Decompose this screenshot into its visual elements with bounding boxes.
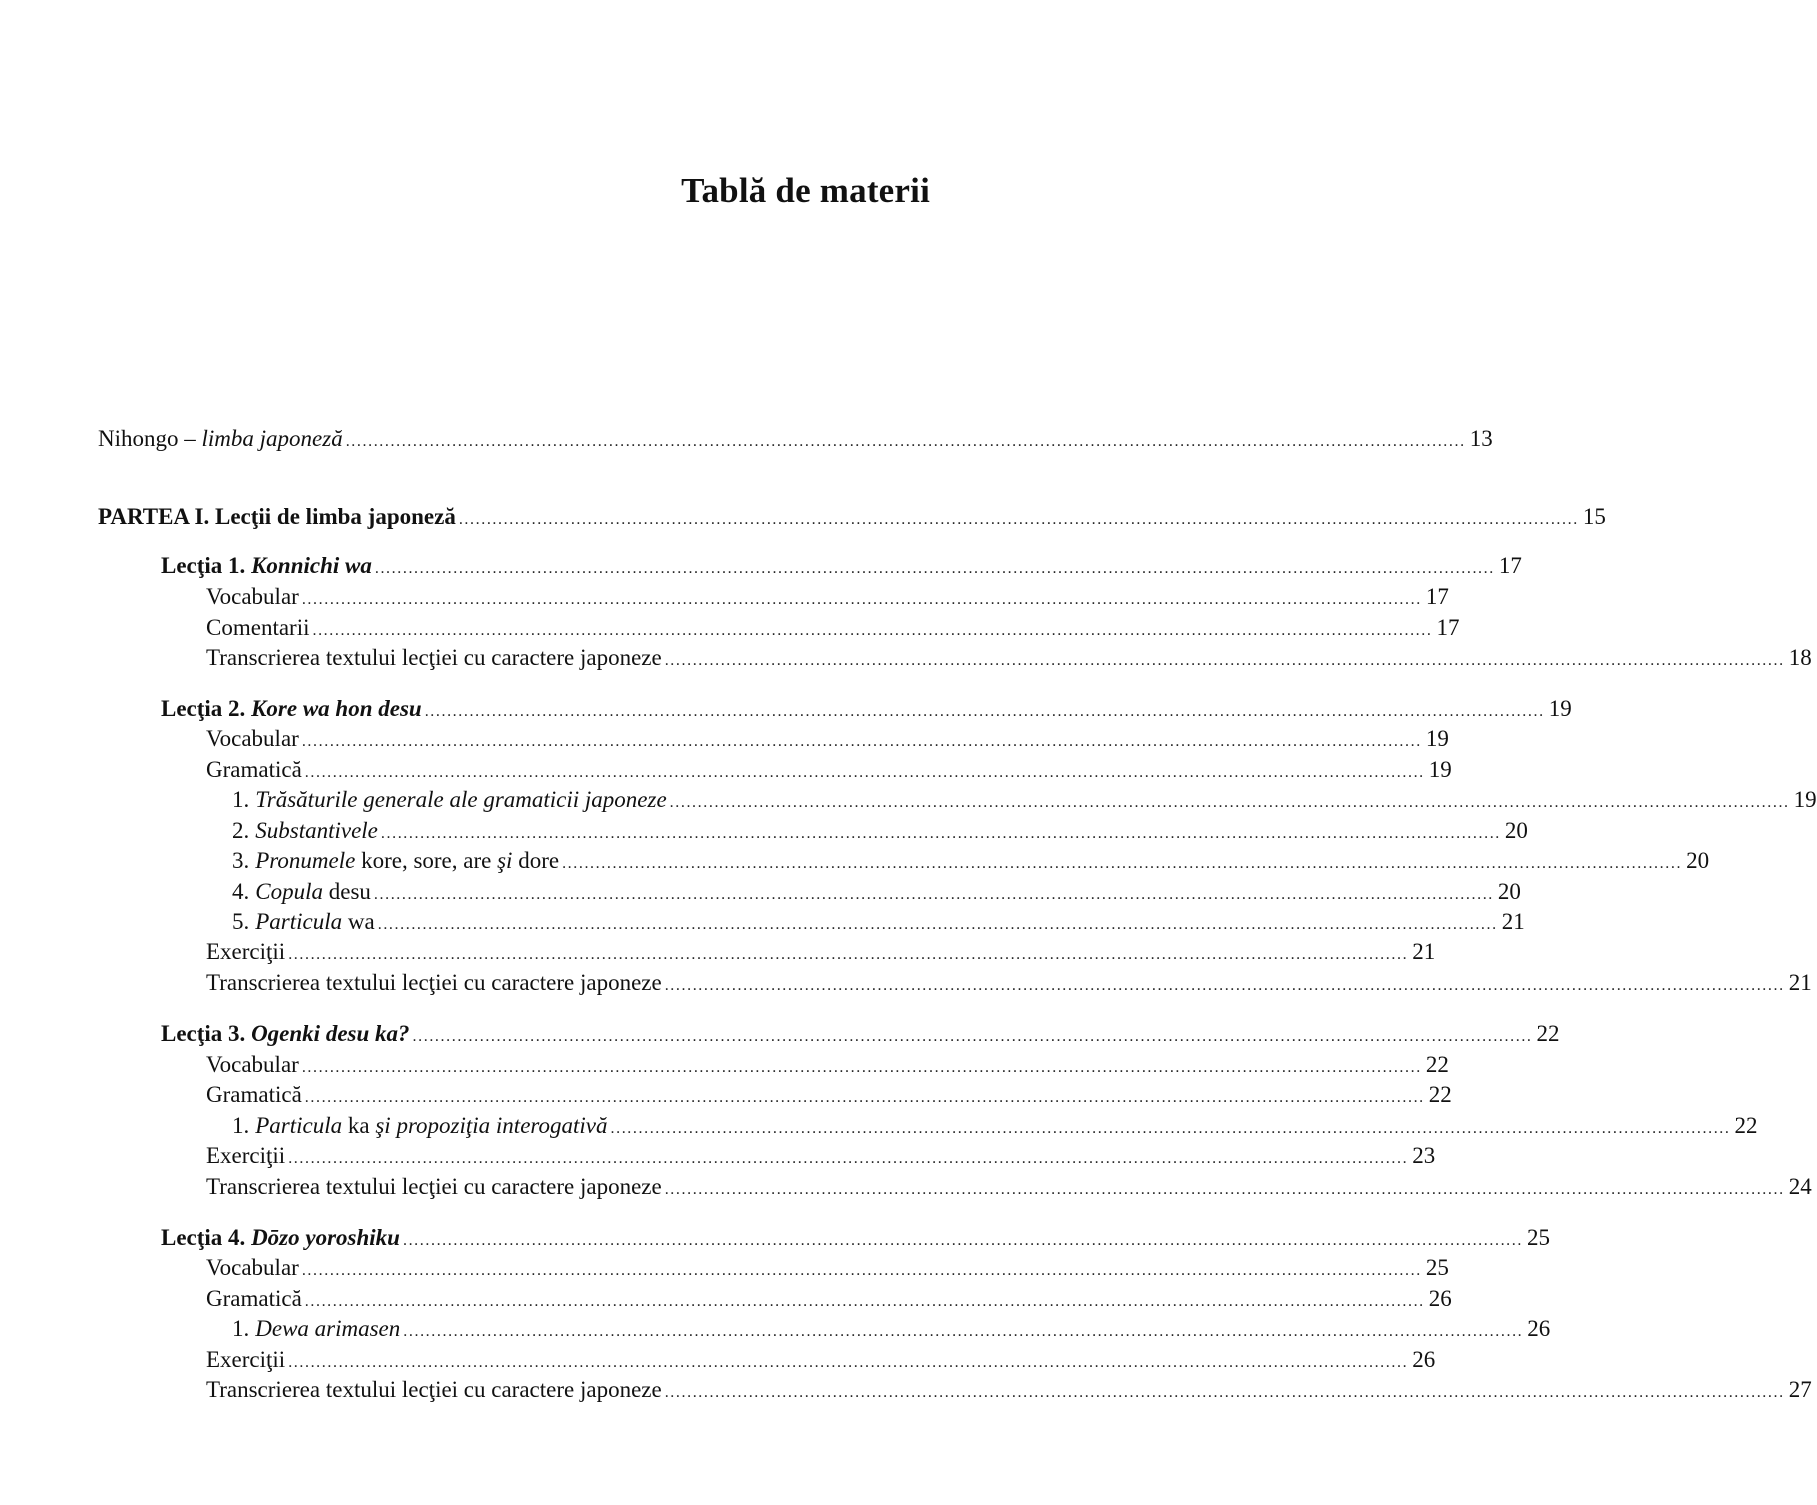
toc-entry-lesson3-transcription[interactable] xyxy=(206,1172,1812,1202)
page-number: 20 xyxy=(1504,818,1528,843)
toc-label: PARTEA I. Lecţii de limba japoneză xyxy=(98,504,456,529)
page-number: 27 xyxy=(1788,1377,1812,1402)
page-number: 15 xyxy=(1582,504,1606,529)
toc-entry-lesson3-vocab[interactable] xyxy=(206,1050,1449,1080)
toc-entry-lesson2-g5[interactable] xyxy=(232,907,1525,937)
toc-entry-lesson1-comments[interactable] xyxy=(206,613,1460,643)
page-number: 19 xyxy=(1793,787,1817,812)
page-number: 17 xyxy=(1498,553,1522,578)
toc-entry-lesson2-g2[interactable] xyxy=(232,816,1528,846)
toc-label: Lecţia 1. Konnichi wa xyxy=(161,553,372,578)
dot-leader: ........................................................................................................................................................................................................ xyxy=(301,733,1422,750)
toc-label: Gramatică xyxy=(206,757,302,782)
toc-label: 5. Particula wa xyxy=(232,909,375,934)
toc-label: Lecţia 3. Ogenki desu ka? xyxy=(161,1021,410,1046)
page-number: 19 xyxy=(1548,696,1572,721)
page-number: 22 xyxy=(1425,1052,1449,1077)
toc-label: 2. Substantivele xyxy=(232,818,378,843)
toc-entry-lesson4-exercises[interactable] xyxy=(206,1345,1436,1375)
page-number: 17 xyxy=(1425,584,1449,609)
page-number: 20 xyxy=(1497,879,1521,904)
toc-label: Exerciţii xyxy=(206,1143,286,1168)
toc-label: Comentarii xyxy=(206,615,310,640)
dot-leader: ........................................................................................................................................................................................................ xyxy=(304,764,1425,781)
toc-entry-part1[interactable] xyxy=(98,502,1606,532)
dot-leader: ........................................................................................................................................................................................................ xyxy=(403,1323,1524,1340)
dot-leader: ........................................................................................................................................................................................................ xyxy=(664,977,1785,994)
dot-leader: ........................................................................................................................................................................................................ xyxy=(373,886,1494,903)
page-number: 22 xyxy=(1734,1113,1758,1138)
toc-entry-lesson3-g1[interactable] xyxy=(232,1111,1758,1141)
toc-label: Exerciţii xyxy=(206,1347,286,1372)
toc-label: Vocabular xyxy=(206,1255,299,1280)
page-number: 18 xyxy=(1788,645,1812,670)
toc-label: Gramatică xyxy=(206,1286,302,1311)
toc-entry-lesson2-grammar[interactable] xyxy=(206,755,1452,785)
dot-leader: ........................................................................................................................................................................................................ xyxy=(424,703,1545,720)
toc-entry-lesson2-exercises[interactable] xyxy=(206,937,1436,967)
page-number: 21 xyxy=(1501,909,1525,934)
toc-label: Lecţia 4. Dōzo yoroshiku xyxy=(161,1225,400,1250)
toc-label: Transcrierea textului lecţiei cu caractere japoneze xyxy=(206,645,662,670)
dot-leader: ........................................................................................................................................................................................................ xyxy=(669,794,1790,811)
page-number: 26 xyxy=(1527,1316,1551,1341)
toc-entry-lesson2[interactable] xyxy=(161,694,1572,724)
toc-label: Vocabular xyxy=(206,1052,299,1077)
dot-leader: ........................................................................................................................................................................................................ xyxy=(345,433,1466,450)
dot-leader: ........................................................................................................................................................................................................ xyxy=(402,1232,1523,1249)
page-number: 25 xyxy=(1526,1225,1550,1250)
page-number: 25 xyxy=(1425,1255,1449,1280)
dot-leader: ........................................................................................................................................................................................................ xyxy=(301,1262,1422,1279)
toc-entry-lesson3-exercises[interactable] xyxy=(206,1141,1436,1171)
page-number: 21 xyxy=(1412,939,1436,964)
dot-leader: ........................................................................................................................................................................................................ xyxy=(288,946,1409,963)
page-number: 19 xyxy=(1428,757,1452,782)
toc-label: Gramatică xyxy=(206,1082,302,1107)
dot-leader: ........................................................................................................................................................................................................ xyxy=(380,825,1501,842)
toc-label: 1. Dewa arimasen xyxy=(232,1316,401,1341)
dot-leader: ........................................................................................................................................................................................................ xyxy=(377,916,1498,933)
dot-leader: ........................................................................................................................................................................................................ xyxy=(301,1059,1422,1076)
dot-leader: ........................................................................................................................................................................................................ xyxy=(301,591,1422,608)
dot-leader: ........................................................................................................................................................................................................ xyxy=(664,1181,1785,1198)
toc-entry-lesson2-g1[interactable] xyxy=(232,785,1817,815)
page-number: 24 xyxy=(1788,1174,1812,1199)
page-number: 21 xyxy=(1788,970,1812,995)
toc-label: Lecţia 2. Kore wa hon desu xyxy=(161,696,422,721)
toc-entry-lesson4-transcription[interactable] xyxy=(206,1375,1812,1405)
toc-entry-intro[interactable] xyxy=(98,424,1493,454)
page-number: 20 xyxy=(1686,848,1710,873)
toc-entry-lesson1-vocab[interactable] xyxy=(206,582,1449,612)
dot-leader: ........................................................................................................................................................................................................ xyxy=(288,1150,1409,1167)
toc-entry-lesson4[interactable] xyxy=(161,1223,1550,1253)
page-number: 26 xyxy=(1412,1347,1436,1372)
toc-label: Vocabular xyxy=(206,584,299,609)
dot-leader: ........................................................................................................................................................................................................ xyxy=(610,1120,1731,1137)
toc-entry-lesson4-grammar[interactable] xyxy=(206,1284,1452,1314)
toc-label: 4. Copula desu xyxy=(232,879,371,904)
page-number: 17 xyxy=(1436,615,1460,640)
toc-label: Transcrierea textului lecţiei cu caractere japoneze xyxy=(206,970,662,995)
dot-leader: ........................................................................................................................................................................................................ xyxy=(304,1089,1425,1106)
toc-entry-lesson2-g4[interactable] xyxy=(232,877,1521,907)
dot-leader: ........................................................................................................................................................................................................ xyxy=(458,511,1579,528)
toc-label: Nihongo – limba japoneză xyxy=(98,426,343,451)
toc-label: Vocabular xyxy=(206,726,299,751)
toc-label: 1. Particula ka şi propoziţia interogativă xyxy=(232,1113,608,1138)
dot-leader: ........................................................................................................................................................................................................ xyxy=(412,1028,1533,1045)
page-title: Tablă de materii xyxy=(681,171,930,211)
dot-leader: ........................................................................................................................................................................................................ xyxy=(312,622,1433,639)
toc-entry-lesson2-vocab[interactable] xyxy=(206,724,1449,754)
dot-leader: ........................................................................................................................................................................................................ xyxy=(374,560,1495,577)
page-number: 23 xyxy=(1412,1143,1436,1168)
toc-label: 3. Pronumele kore, sore, are şi dore xyxy=(232,848,560,873)
toc-entry-lesson1[interactable] xyxy=(161,551,1522,581)
page-number: 22 xyxy=(1536,1021,1560,1046)
toc-label: Transcrierea textului lecţiei cu caractere japoneze xyxy=(206,1377,662,1402)
dot-leader: ........................................................................................................................................................................................................ xyxy=(664,1384,1785,1401)
toc-label: Exerciţii xyxy=(206,939,286,964)
page-number: 22 xyxy=(1428,1082,1452,1107)
dot-leader: ........................................................................................................................................................................................................ xyxy=(304,1293,1425,1310)
dot-leader: ........................................................................................................................................................................................................ xyxy=(562,855,1683,872)
dot-leader: ........................................................................................................................................................................................................ xyxy=(664,652,1785,669)
page-number: 26 xyxy=(1428,1286,1452,1311)
page-number: 19 xyxy=(1425,726,1449,751)
page-number: 13 xyxy=(1469,426,1493,451)
toc-label: 1. Trăsăturile generale ale gramaticii japoneze xyxy=(232,787,667,812)
toc-entry-lesson4-g1[interactable] xyxy=(232,1314,1551,1344)
toc-entry-lesson1-transcription[interactable] xyxy=(206,643,1812,673)
toc-entry-lesson4-vocab[interactable] xyxy=(206,1253,1449,1283)
toc-entry-lesson2-transcription[interactable] xyxy=(206,968,1812,998)
toc-entry-lesson2-g3[interactable] xyxy=(232,846,1710,876)
dot-leader: ........................................................................................................................................................................................................ xyxy=(288,1354,1409,1371)
toc-entry-lesson3-grammar[interactable] xyxy=(206,1080,1452,1110)
toc-label: Transcrierea textului lecţiei cu caractere japoneze xyxy=(206,1174,662,1199)
toc-entry-lesson3[interactable] xyxy=(161,1019,1560,1049)
